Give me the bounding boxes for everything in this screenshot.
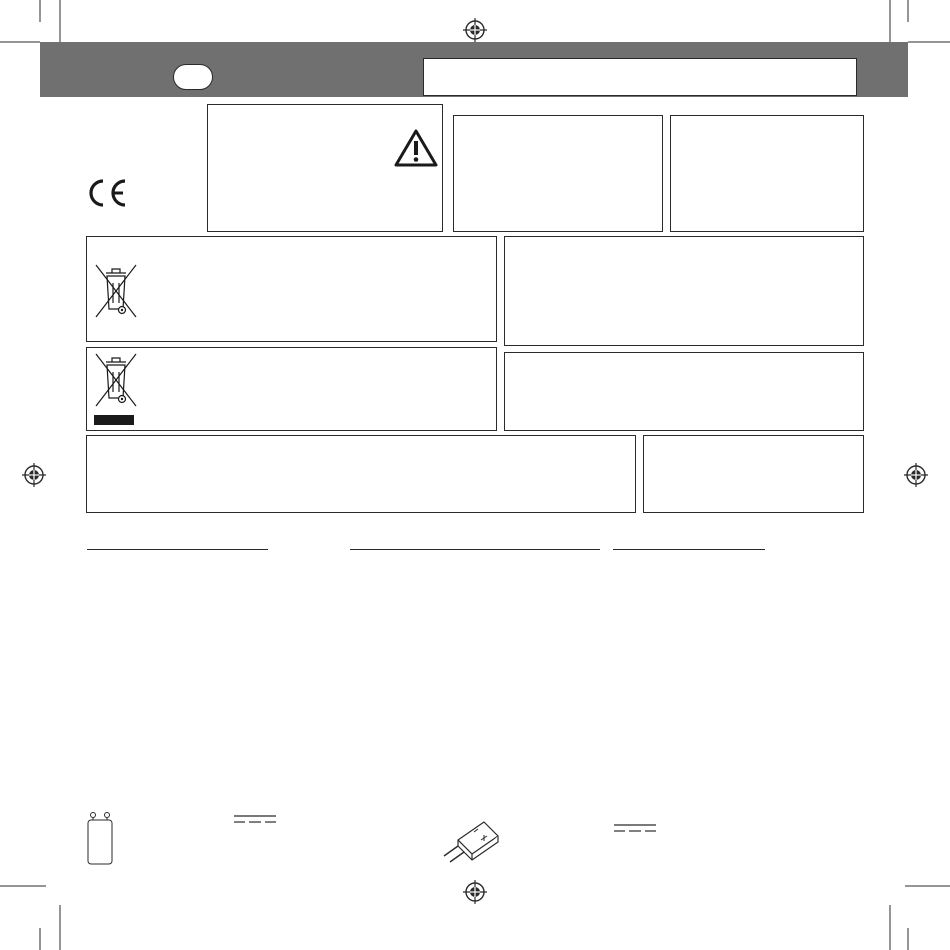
crossed-bin-battery-icon [92,352,140,428]
registration-mark-right [904,463,928,487]
info-box-bottom-right [643,435,864,513]
column-rule-left [87,549,268,550]
dc-symbol-icon-left [234,814,276,824]
plug-adapter-icon [436,818,504,868]
registration-mark-bottom [463,880,487,904]
registration-mark-top [463,18,487,42]
info-box-bottom-wide [86,435,636,513]
header-title-box [423,58,857,96]
battery-icon [84,810,116,866]
ce-mark-icon [84,178,128,208]
dc-symbol-icon-right [614,823,656,833]
info-box-mid-right-lower [504,352,864,431]
info-box-top-middle [453,115,663,232]
warning-triangle-icon [393,128,439,168]
info-box-top-right [670,115,864,232]
weee-box-product [86,236,497,342]
registration-mark-left [22,463,46,487]
column-rule-right [613,549,765,550]
crossed-bin-icon [92,263,140,319]
info-box-mid-right-upper [504,236,864,346]
weee-box-battery [86,347,497,431]
language-pill [173,64,213,90]
warning-box [207,104,443,232]
column-rule-middle [350,549,600,550]
